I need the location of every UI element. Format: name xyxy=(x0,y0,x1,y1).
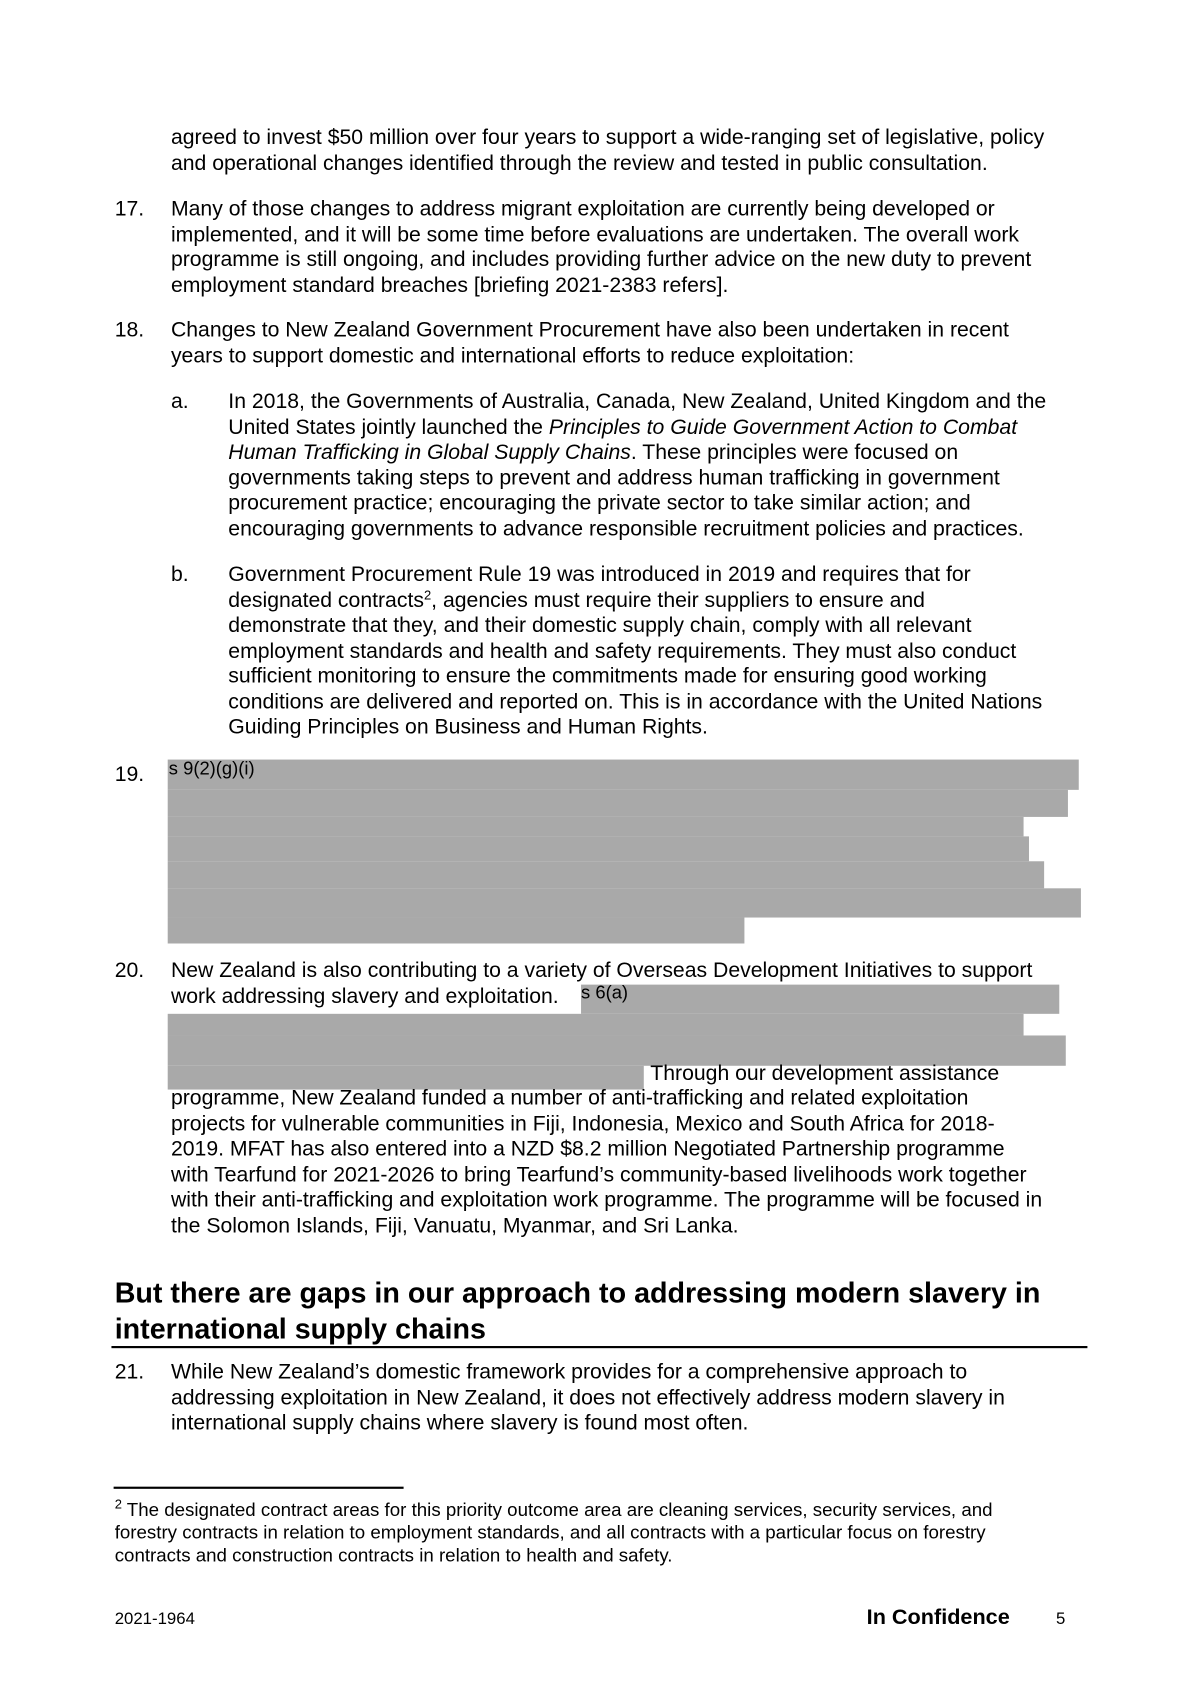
paragraph-number: 20. xyxy=(114,958,145,983)
text-line: employment standard breaches [briefing 2021-2383 refers]. xyxy=(170,273,729,298)
text-line: with their anti-trafficking and exploitation work programme. The programme will be focused in xyxy=(170,1188,1043,1212)
text-line: demonstrate that they, and their domestic supply chain, comply with all relevant xyxy=(228,613,972,638)
text-line: international supply chains where slavery is found most often. xyxy=(170,1410,749,1435)
text-line: 2019. MFAT has also entered into a NZD $8.2 million Negotiated Partnership programme xyxy=(170,1137,1005,1161)
text-line: the Solomon Islands, Fiji, Vanuatu, Myanmar, and Sri Lanka. xyxy=(170,1213,739,1238)
paragraph-17 xyxy=(171,197,1031,299)
text-run: United States jointly launched the xyxy=(228,414,549,439)
redaction-bar xyxy=(168,817,1024,836)
text-run: The designated contract areas for this priority outcome area are cleaning services, security services, and xyxy=(121,1498,993,1521)
text-line: employment standards and health and safety requirements. They must also conduct xyxy=(228,638,1017,663)
heading-line: international supply chains xyxy=(114,1311,486,1345)
text-line: governments taking steps to prevent and address human trafficking in government xyxy=(228,465,1000,490)
footnote xyxy=(114,1496,993,1567)
text-line: contracts and construction contracts in relation to health and safety. xyxy=(114,1544,673,1566)
redaction-bar xyxy=(168,836,1029,861)
subparagraph-18b xyxy=(228,563,1042,741)
classification-label: In Confidence xyxy=(866,1605,1010,1630)
text-line: Government Procurement Rule 19 was introduced in 2019 and requires that for xyxy=(228,562,971,587)
text-run: designated contracts xyxy=(228,588,424,612)
footnote-reference[interactable]: 2 xyxy=(423,586,432,603)
paragraph-number: 18. xyxy=(114,318,145,342)
text-line: and operational changes identified through the review and tested in public consultation. xyxy=(170,150,988,175)
text-run: , agencies must require their suppliers to ensure and xyxy=(431,588,925,612)
section-heading xyxy=(115,1276,1041,1346)
subparagraph-letter: a. xyxy=(170,389,189,414)
redaction-bar xyxy=(168,888,1081,917)
redaction-bar xyxy=(168,790,1068,817)
paragraph-number: 19. xyxy=(114,762,145,787)
redaction-label: s 6(a) xyxy=(581,982,629,1004)
paragraph-20-continued xyxy=(171,1086,1042,1239)
redaction-label: s 9(2)(g)(i) xyxy=(168,758,255,780)
text-line: sufficient monitoring to ensure the commitments made for ensuring good working xyxy=(228,664,987,689)
page-number: 5 xyxy=(1056,1610,1066,1629)
document-reference: 2021-1964 xyxy=(114,1610,195,1629)
text-line: addressing exploitation in New Zealand, it does not effectively address modern slavery in xyxy=(170,1385,1005,1410)
paragraph-number: 21. xyxy=(114,1360,145,1384)
text-line: agreed to invest $50 million over four years to support a wide-ranging set of legislative, policy xyxy=(170,125,1045,150)
text-run: . These principles were focused on xyxy=(630,440,959,465)
text-line xyxy=(114,1496,993,1522)
heading-underline xyxy=(111,1346,1087,1348)
text-line: conditions are delivered and reported on. This is in accordance with the United Nations xyxy=(228,689,1043,714)
text-line: with Tearfund for 2021-2026 to bring Tearfund’s community-based livelihoods work together xyxy=(170,1162,1027,1187)
text-line: encouraging governments to advance responsible recruitment policies and practices. xyxy=(228,516,1024,541)
text-line: years to support domestic and international efforts to reduce exploitation: xyxy=(170,343,855,368)
text-line: Changes to New Zealand Government Procurement have also been undertaken in recent xyxy=(170,318,1009,342)
text-line: While New Zealand’s domestic framework provides for a comprehensive approach to xyxy=(170,1360,968,1384)
subparagraph-letter: b. xyxy=(170,562,189,587)
text-line: programme, New Zealand funded a number of anti-trafficking and related exploitation xyxy=(170,1086,969,1111)
text-line xyxy=(228,588,1042,613)
redaction-bar xyxy=(168,918,745,944)
redaction-bar xyxy=(168,861,1044,888)
text-line: projects for vulnerable communities in Fiji, Indonesia, Mexico and South Africa for 2018- xyxy=(170,1111,995,1136)
paragraph-16-continued xyxy=(171,126,1044,177)
text-line: In 2018, the Governments of Australia, Canada, New Zealand, United Kingdom and the xyxy=(228,389,1047,414)
paragraph-18 xyxy=(171,318,1009,369)
paragraph-21 xyxy=(171,1360,1005,1436)
subparagraph-18a xyxy=(228,390,1046,543)
redaction-bar xyxy=(168,1014,1024,1036)
paragraph-number: 17. xyxy=(114,196,145,221)
text-line: New Zealand is also contributing to a variety of Overseas Development Initiatives to support xyxy=(170,958,1033,983)
italic-title: Human Trafficking in Global Supply Chains xyxy=(228,440,631,465)
text-line: implemented, and it will be some time before evaluations are undertaken. The overall work xyxy=(170,222,1020,247)
redaction-bar xyxy=(168,760,1079,790)
text-line: Many of those changes to address migrant exploitation are currently being developed or xyxy=(170,196,995,221)
text-line: procurement practice; encouraging the private sector to take similar action; and xyxy=(228,491,971,516)
text-line xyxy=(228,440,1046,465)
text-line: Through our development assistance xyxy=(650,1061,1000,1086)
text-line xyxy=(228,415,1046,440)
text-line: programme is still ongoing, and includes providing further advice on the new duty to prevent xyxy=(170,247,1032,272)
text-line: work addressing slavery and exploitation. xyxy=(170,984,559,1008)
italic-title: Principles to Guide Government Action to Combat xyxy=(548,414,1018,439)
heading-line: But there are gaps in our approach to addressing modern slavery in xyxy=(114,1276,1041,1310)
footnote-marker: 2 xyxy=(114,1496,122,1512)
footnote-separator xyxy=(114,1487,404,1489)
text-line: Guiding Principles on Business and Human Rights. xyxy=(228,715,708,740)
text-line: forestry contracts in relation to employment standards, and all contracts with a particular focus on forestry xyxy=(114,1521,986,1543)
